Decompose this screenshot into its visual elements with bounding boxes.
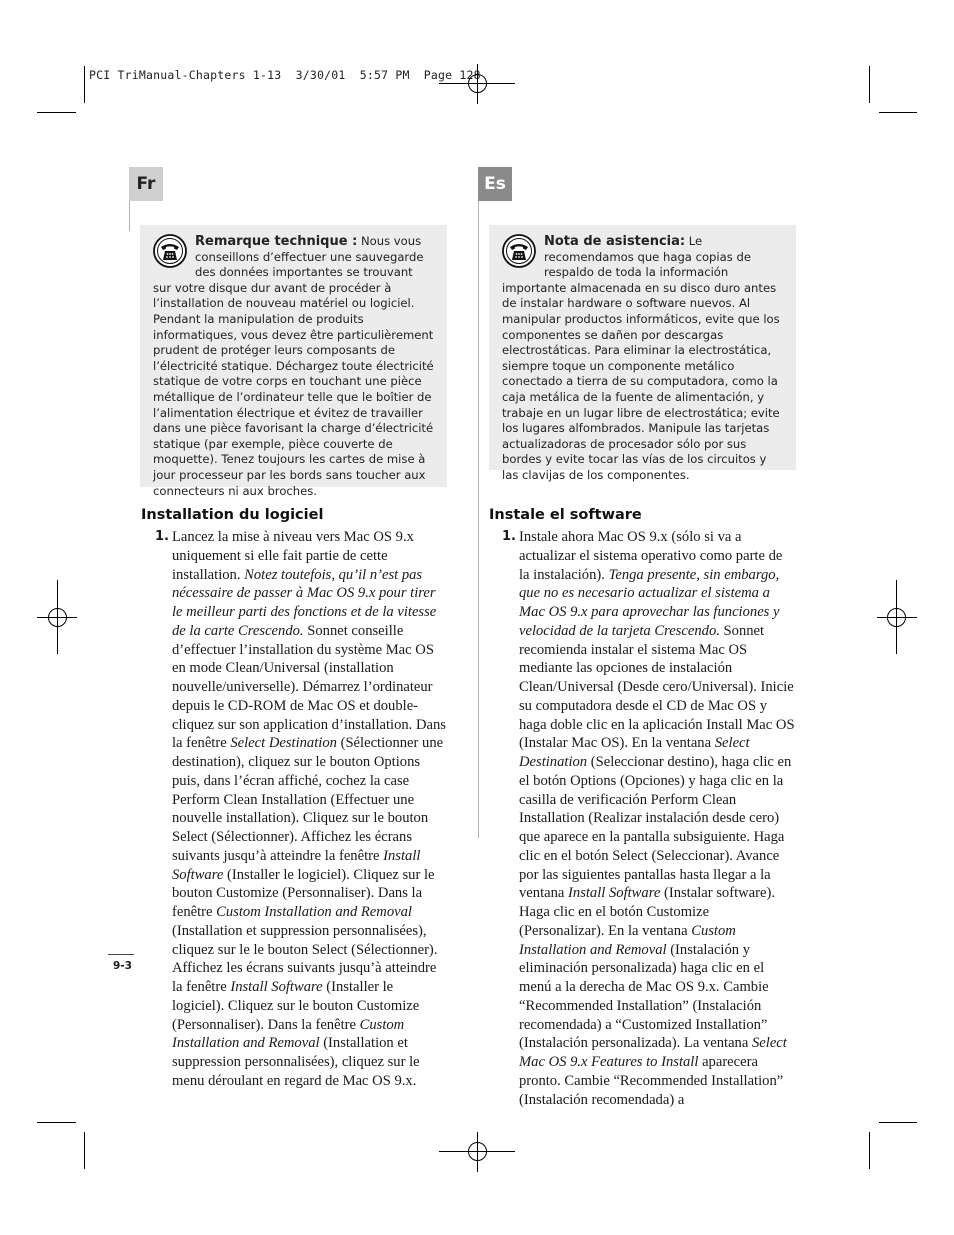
step-text-es: [519, 529, 795, 1108]
text-run: (Installer le logiciel). Cliquez sur le bouton Customize (Personnaliser). Dans la fenêtre: [172, 979, 420, 1033]
registration-mark-left: [37, 580, 77, 654]
registration-mark-bottom: [439, 1132, 515, 1172]
note-text-fr: Nous vous conseillons d’effectuer une sauvegarde des données importantes se trouvant sur votre disque dur avant de procéder à l’installation de nouveau matériel ou logiciel. Pendant la manipulation de produits informatiques, vous devez être particulièrement prudent de protéger leurs composants de l’électricité statique. Déchargez toute électricité statique de votre corps en touchant une pièce métallique de l’ordinateur telle que le boîtier de l’alimentation électrique et évitez de travailler dans une pièce favorisant la charge d’électricité statique (par exemple, pièce couverte de moquette). Tenez toujours les cartes de mise à jour processeur par les bords sans toucher aux connecteurs ni aux broches.: [153, 234, 434, 498]
italic-run: Custom Installation and Removal: [172, 1016, 405, 1052]
note-text-es: Le recomendamos que haga copias de respaldo de toda la información importante almacenada en su disco duro antes de instalar hardware o software nuevos. Al manipular productos informáticos, evite que los componentes se dañen por descargas electrostáticas. Para eliminar la electrostática, siempre toque un componente metálico conectado a tierra de su computadora, como la caja metálica de la fuente de alimentación, y trabaje en un lugar libre de electrostática; evite los lugares alfombrados. Manipule las tarjetas actualizadoras de procesador sólo por sus bordes y evite tocar las vías de los circuitos y las clavijas de los componentes.: [502, 234, 780, 482]
column-rule-left: [129, 201, 130, 231]
install-step-fr: [155, 528, 448, 1091]
italic-run: Select Mac OS 9.x Features to Install: [519, 1035, 787, 1070]
text-run: (Sélectionner une destination), cliquez sur le bouton Options puis, dans l’écran affiché, cochez la case Perform Clean Installation (Effectuer une nouvelle installation). Cliquez sur le bouton Select (Sélectionner). Affichez les écrans suivants jusqu’à atteindre la fenêtre: [172, 735, 444, 864]
text-run: Sonnet conseille d’effectuer l’installation du système Mac OS en mode Clean/Universal (installation nouvelle/universelle). Démarrez l’ordinateur depuis le CD-ROM de Mac OS et double-cliquez sur son application d’installation. Dans la fenêtre: [172, 622, 446, 752]
telephone-support-icon: [153, 234, 187, 268]
language-tab-fr: Fr: [129, 167, 163, 201]
language-tab-es: Es: [478, 167, 512, 201]
text-run: (Installation et suppression personnalisées), cliquez sur le menu déroulant en regard de Mac OS 9.x.: [172, 1035, 420, 1089]
registration-mark-top: [439, 64, 515, 104]
text-run: Sonnet recomienda instalar el sistema Mac OS mediante las opciones de instalación Clean/Universal (Desde cero/Universal). Inicie su computadora desde el CD de Mac OS y haga doble clic en la aplicación Install Mac OS (Instalar Mac OS). En la ventana: [519, 622, 795, 752]
registration-mark-right: [877, 580, 917, 654]
note-label-fr: Remarque technique :: [195, 234, 358, 249]
step-number-es: 1.: [502, 529, 516, 544]
slug-line: PCI TriManual-Chapters 1-13 3/30/01 5:57 PM Page 128: [89, 68, 481, 82]
text-run: (Instalación y eliminación personalizada) haga clic en el menú a la derecha de Mac OS 9.x. Cambie “Recommended Installation” (Instalación recomendada) a “Customized Installation” (Instalación personalizada). La ventana: [519, 941, 769, 1052]
section-heading-fr: Installation du logiciel: [141, 507, 324, 523]
column-rule-middle: [478, 201, 479, 838]
italic-run: Custom Installation and Removal: [216, 904, 412, 920]
section-heading-es: Instale el software: [489, 507, 642, 523]
italic-run: Install Software: [568, 885, 661, 902]
telephone-support-icon: [502, 234, 536, 268]
technical-note-box-fr: [140, 225, 447, 498]
text-run: Instale ahora Mac OS 9.x (sólo si va a actualizar el sistema operativo como parte de la instalación).: [519, 529, 783, 583]
text-run: Lancez la mise à niveau vers Mac OS 9.x uniquement si elle fait partie de cette installation.: [172, 529, 414, 583]
page-number-rule: [108, 954, 134, 955]
italic-run: Select Destination: [519, 735, 750, 770]
text-run: aparecera pronto. Cambie “Recommended Installation” (Instalación recomendada) a: [519, 1054, 784, 1108]
italic-run: Select Destination: [230, 735, 337, 752]
text-run: (Installation et suppression personnalisées), cliquez sur le le bouton Select (Sélectionner). Affichez les écrans suivants jusqu’à atteindre la fenêtre: [172, 922, 438, 995]
note-label-es: Nota de asistencia:: [544, 234, 686, 249]
text-run: (Instalar software). Haga clic en el botón Customize (Personalizar). En la ventana: [519, 885, 775, 939]
text-run: (Installer le logiciel). Cliquez sur le bouton Customize (Personnaliser). Dans la fenêtre: [172, 866, 435, 920]
italic-run: Install Software: [230, 979, 323, 995]
step-number-fr: 1.: [155, 529, 169, 544]
italic-run: Tenga presente, sin embargo, que no es necesario actualizar el sistema a Mac OS 9.x para aprovechar las funciones y velocidad de la tarjeta Crescendo.: [519, 566, 780, 639]
install-step-es: [502, 528, 796, 1109]
italic-run: Install Software: [172, 847, 421, 883]
page-number: 9-3: [113, 960, 132, 972]
italic-run: Notez toutefois, qu’il n’est pas nécessaire de passer à Mac OS 9.x pour tirer le meilleur parti des fonctions et de la vitesse de la carte Crescendo.: [172, 566, 437, 639]
italic-run: Custom Installation and Removal: [519, 922, 736, 958]
text-run: (Seleccionar destino), haga clic en el botón Options (Opciones) y haga clic en la casilla de verificación Perform Clean Installation (Realizar instalación desde cero) que aparece en la pantalla subsiguiente. Haga clic en el botón Select (Seleccionar). Avance por las siguientes pantallas hasta llegar a la ventana: [519, 754, 792, 902]
assistance-note-box-es: [489, 225, 796, 482]
step-text-fr: [172, 529, 446, 1089]
